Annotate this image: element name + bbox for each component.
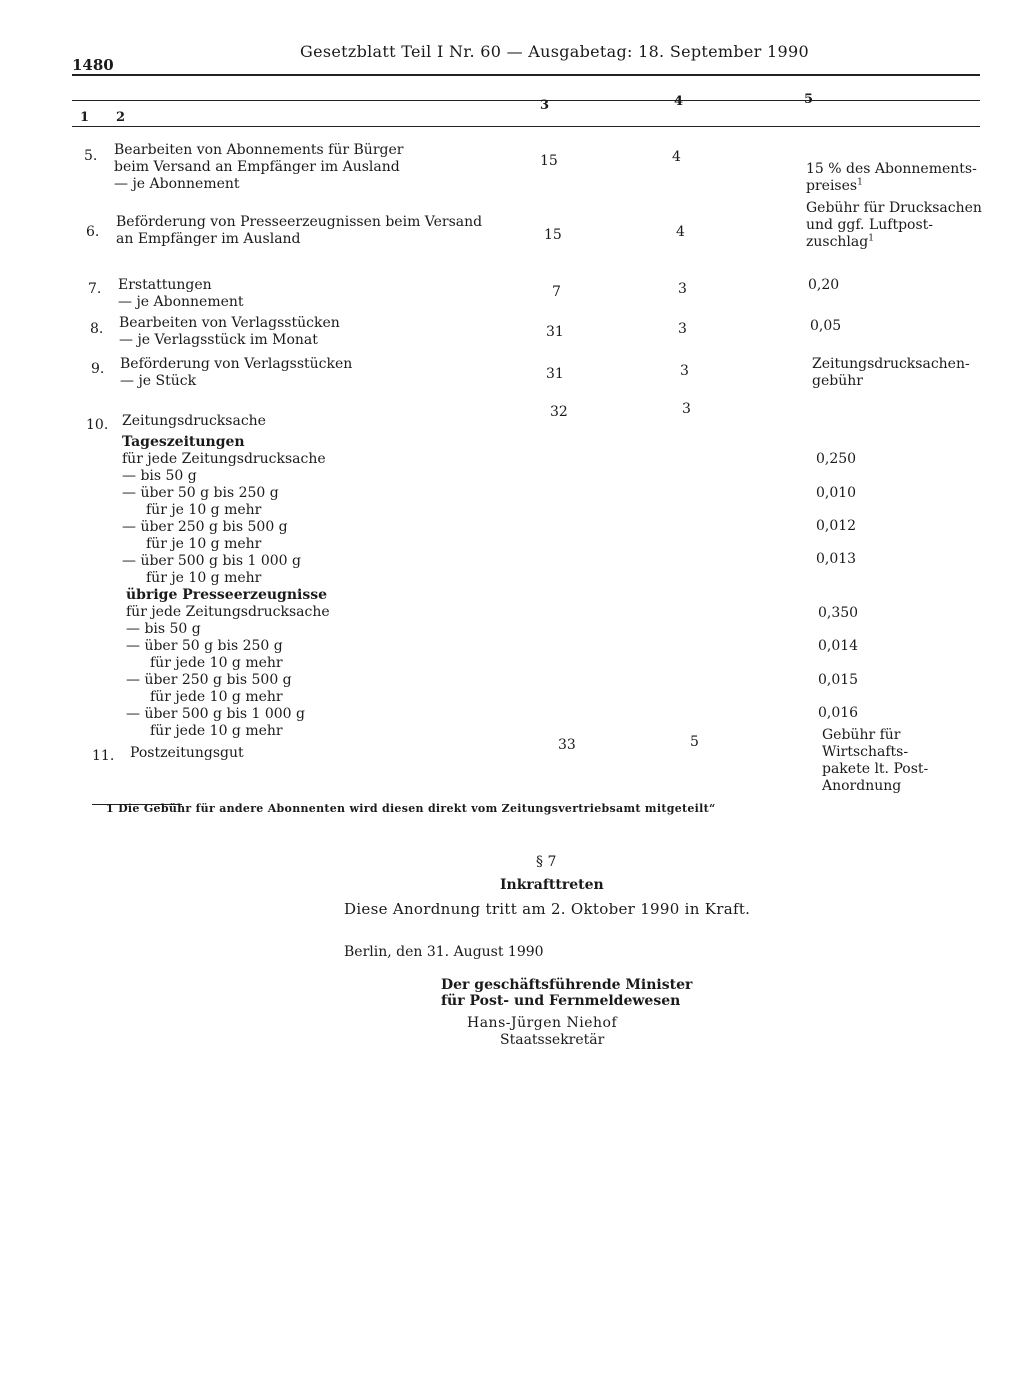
row-col3: 32 [550,404,568,420]
row-line: für je 10 g mehr [146,570,262,586]
row-description [118,277,244,311]
row-label: Postzeitungsgut [130,745,244,761]
row-description [114,142,403,193]
row-number: 9. [91,361,105,377]
row-number: 11. [92,748,115,764]
row-line: für jede 10 g mehr [150,689,283,705]
subsection-title: übrige Presseerzeugnisse [126,587,327,603]
row-col4: 5 [690,734,699,750]
rate-value: 0,016 [818,705,859,721]
header-rule [72,74,980,76]
row-line: — bis 50 g [122,468,197,484]
row-line: — über 500 g bis 1 000 g [126,706,306,722]
row-line: Bearbeiten von Verlagsstücken [119,315,340,331]
row-col4: 3 [680,363,689,379]
page-header-title: Gesetzblatt Teil I Nr. 60 — Ausgabetag: 18. September 1990 [300,42,809,61]
row-number: 7. [88,281,102,297]
row-line: — je Verlagsstück im Monat [119,332,318,348]
row-line: Beförderung von Verlagsstücken [120,356,353,372]
row-col5 [822,727,982,795]
row-description [120,356,352,390]
col5-line: Zeitungsdrucksachen- [812,356,970,372]
signatory-role-2: für Post- und Fernmeldewesen [441,993,681,1009]
subsection-tageszeitungen [122,434,326,587]
section-number: § 7 [536,854,557,870]
row-col3: 31 [546,366,564,382]
section-title: Inkrafttreten [500,877,604,893]
row-line: für jede 10 g mehr [150,655,283,671]
col-header-3: 3 [540,98,550,113]
table-header-rule [72,126,980,127]
footnote-ref: 1 [868,233,874,244]
col-header-2: 2 [116,110,126,125]
row-col5: 0,20 [808,277,840,293]
page-number: 1480 [72,56,114,74]
row-line: — über 500 g bis 1 000 g [122,553,302,569]
col5-line: Gebühr für Drucksachen [806,200,982,216]
col5-line: 15 % des Abonnements- [806,161,977,177]
row-line: Erstattungen [118,277,212,293]
section-text: Diese Anordnung tritt am 2. Oktober 1990 in Kraft. [344,900,751,918]
place-date: Berlin, den 31. August 1990 [344,944,544,960]
col5-line: gebühr [812,373,863,389]
row-number: 6. [86,224,100,240]
row-col5 [806,200,982,251]
row-description [116,214,482,248]
row-col4: 4 [672,149,681,165]
row-col4: 4 [676,224,685,240]
row-col5 [812,356,970,390]
row-col3: 33 [558,737,576,753]
col-header-1: 1 [80,110,90,125]
row-col3: 15 [540,153,558,169]
rate-value: 0,250 [816,451,857,467]
row-col4: 3 [678,321,687,337]
row-col3: 31 [546,324,564,340]
row-label: Zeitungsdrucksache [122,413,266,429]
table-top-rule [72,100,980,101]
row-line: — über 250 g bis 500 g [122,519,288,535]
footnote-ref: 1 [857,177,863,188]
col5-line: preises [806,178,858,194]
col5-line: und ggf. Luftpost- [806,217,934,233]
row-line: für jede 10 g mehr [150,723,283,739]
rate-value: 0,012 [816,518,857,534]
row-number: 10. [86,417,109,433]
col5-line: Gebühr für Wirtschafts- [822,727,909,760]
signatory-role-1: Der geschäftsführende Minister [441,977,693,993]
row-line: für jede Zeitungsdrucksache [122,451,326,467]
row-line: — je Abonnement [118,294,244,310]
footnote: 1 Die Gebühr für andere Abonnenten wird diesen direkt vom Zeitungsvertriebsamt mitgeteilt“ [106,802,716,815]
row-line: beim Versand an Empfänger im Ausland [114,159,400,175]
rate-value: 0,014 [818,638,859,654]
row-line: für jede Zeitungsdrucksache [126,604,330,620]
signatory-title: Staatssekretär [500,1032,605,1048]
col-header-4: 4 [674,94,684,109]
col5-line: zuschlag [806,234,869,250]
row-line: — bis 50 g [126,621,201,637]
row-col4: 3 [678,281,687,297]
row-line: — je Stück [120,373,197,389]
row-number: 5. [84,148,98,164]
row-line: an Empfänger im Ausland [116,231,301,247]
row-number: 8. [90,321,104,337]
row-line: Beförderung von Presseerzeugnissen beim Versand [116,214,483,230]
row-col4: 3 [682,401,691,417]
row-line: — über 50 g bis 250 g [122,485,279,501]
rate-value: 0,010 [816,485,857,501]
row-col5: 0,05 [810,318,842,334]
row-line: für je 10 g mehr [146,536,262,552]
subsection-uebrige [126,587,330,740]
row-line: Bearbeiten von Abonnements für Bürger [114,142,404,158]
col5-line: pakete lt. Post-Anordnung [822,761,929,794]
rate-value: 0,350 [818,605,859,621]
col-header-5: 5 [804,92,814,107]
signatory-name: Hans-Jürgen Niehof [467,1015,618,1031]
row-line: für je 10 g mehr [146,502,262,518]
rate-value: 0,013 [816,551,857,567]
rate-value: 0,015 [818,672,859,688]
row-line: — je Abonnement [114,176,240,192]
row-line: — über 50 g bis 250 g [126,638,283,654]
row-col3: 7 [552,284,561,300]
subsection-title: Tageszeitungen [122,434,245,450]
row-col3: 15 [544,227,562,243]
row-description [119,315,340,349]
row-line: — über 250 g bis 500 g [126,672,292,688]
row-col5 [806,161,977,195]
